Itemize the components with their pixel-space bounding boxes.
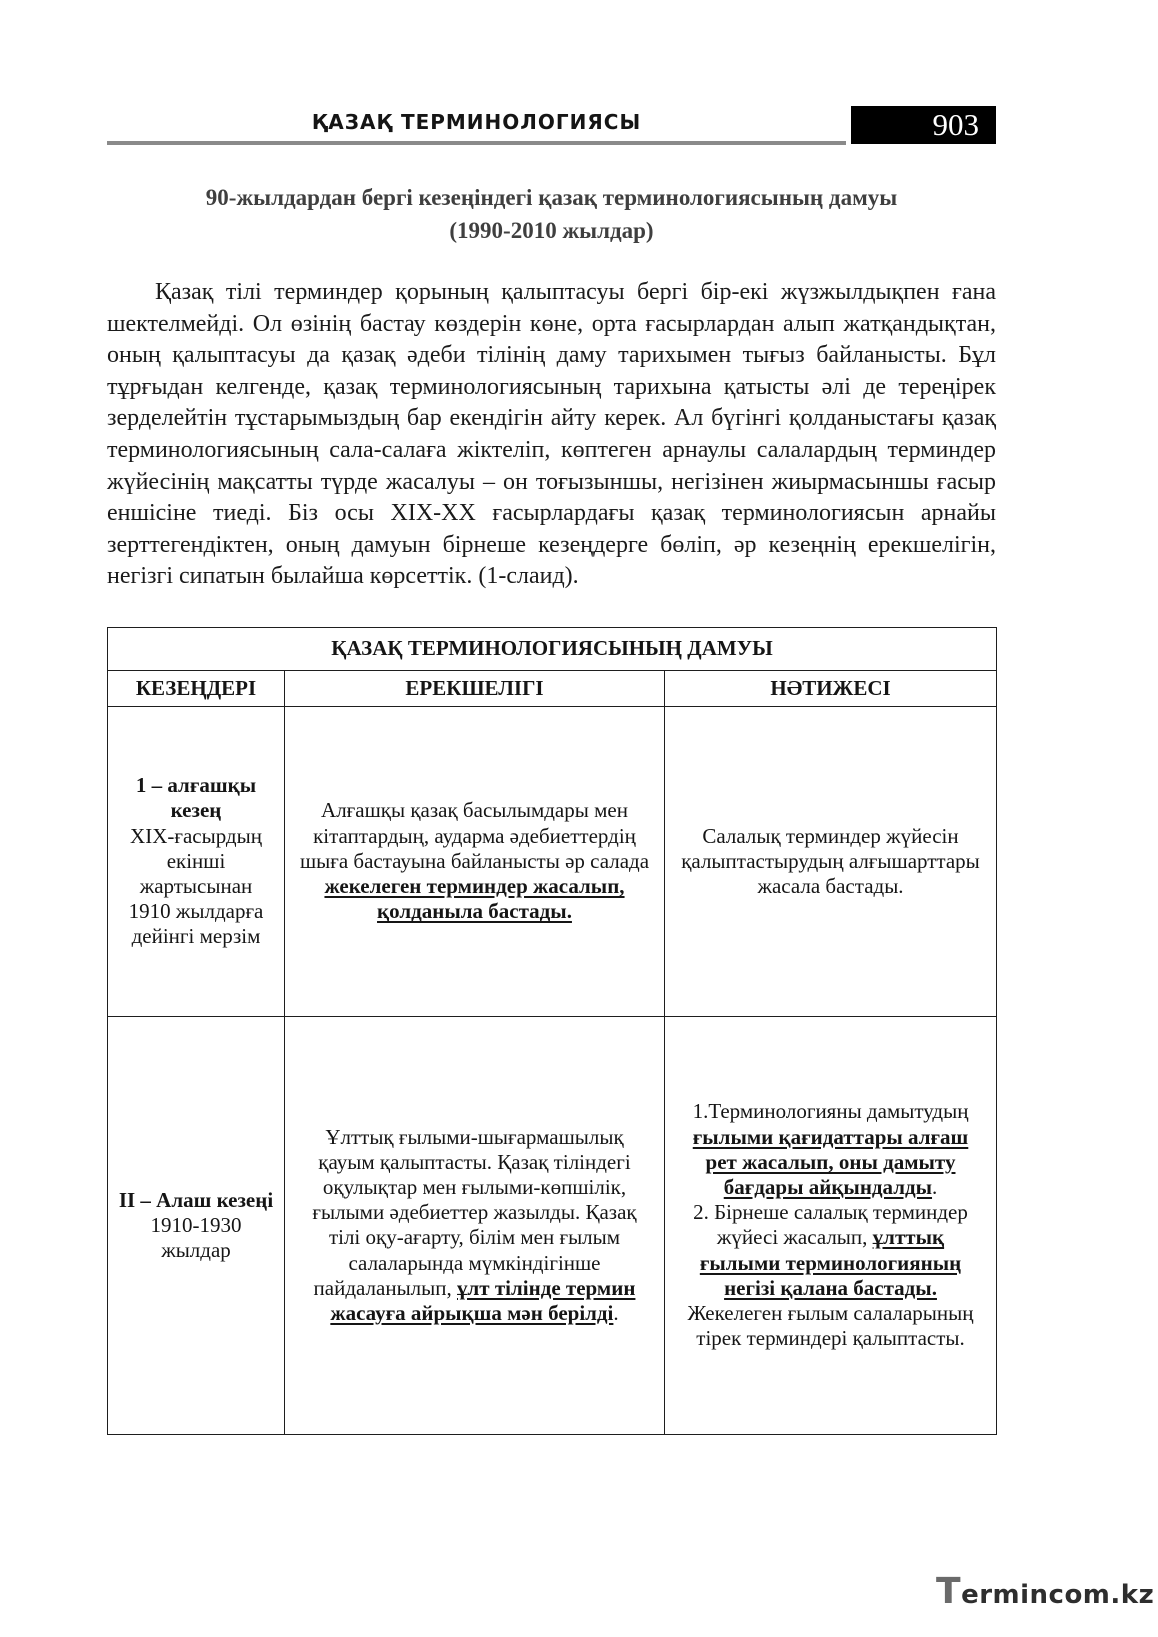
result-cell [665, 706, 997, 1016]
table-header-row [108, 670, 997, 706]
period-dates: XIX-ғасырдың екінші жартысынан 1910 жылдарға дейінгі мерзім [128, 823, 264, 949]
result-item-emphasis: ұлттық ғылыми терминологияның негізі қалана бастады. [699, 1225, 962, 1300]
table-row [108, 706, 997, 1016]
article-title-line-2: (1990-2010 жылдар) [449, 218, 654, 243]
feature-text: Ұлттық ғылыми-шығармашылық қауым қалыптасты. Қазақ тіліндегі оқулықтар мен ғылыми-көпшілік, ғылыми әдебиеттер жазылды. Қазақ тілі оқу-ағарту, білім мен ғылым салаларында мүмкіндігінше пайдаланылып, [312, 1124, 637, 1300]
header-rule [107, 141, 846, 145]
result-item-emphasis: ғылыми қағидаттары алғаш рет жасалып, оны дамыту бағдары айқындалды [692, 1124, 969, 1200]
feature-cell [285, 1016, 665, 1434]
feature-emphasis: ұлт тілінде термин жасауға айрықша мән берілді [330, 1275, 636, 1326]
result-note: Жекелеген ғылым салаларының тірек терминдері қалыптасты. [687, 1301, 974, 1351]
running-header-title: ҚАЗАҚ ТЕРМИНОЛОГИЯСЫ [311, 110, 642, 134]
result-item-tail: . [932, 1175, 938, 1200]
result-text: Салалық терминдер жүйесін қалыптастырудың алғышарттары жасала бастады. [681, 823, 980, 899]
result-item-text: 2. Бірнеше салалық терминдер жүйесі жасалып, [693, 1200, 968, 1250]
page-number-box [851, 106, 996, 144]
feature-tail: . [613, 1301, 619, 1326]
page-number: 903 [932, 107, 979, 142]
column-header-periods: КЕЗЕҢДЕРІ [108, 670, 285, 706]
feature-cell [285, 706, 665, 1016]
table-row [108, 1016, 997, 1434]
table-caption: ҚАЗАҚ ТЕРМИНОЛОГИЯСЫНЫҢ ДАМУЫ [108, 627, 997, 670]
feature-text: Алғашқы қазақ басылымдары мен кітаптардың, аударма әдебиеттердің шыға бастауына байланысты әр салада [299, 798, 650, 873]
period-name: ІІ – Алаш кезеңі [118, 1187, 274, 1212]
article [107, 181, 996, 1435]
column-header-results: НӘТИЖЕСІ [665, 670, 997, 706]
table-caption-row [108, 627, 997, 670]
watermark-logo: Termincom.kz [936, 1571, 1155, 1612]
body-paragraph: Қазақ тілі терминдер қорының қалыптасуы бергі бір-екі жүзжылдықпен ғана шектелмейді. Ол өзінің бастау көздерін көне, орта ғасырлардан алып жатқандықтан, оның қалыптасуы да қазақ әдеби тілінің даму тарихымен тығыз байланысты. Бұл тұрғыдан келгенде, қазақ терминологиясының тарихына қатысты әлі де тереңірек зерделейтін тұстарымыздың бар екендігін айту керек. Ал бүгінгі қолданыстағы қазақ терминологиясының сала-салаға жіктеліп, көптеген арнаулы салалардың терминдер жүйесінің мақсатты түрде жасалуы – он тоғызыншы, негізінен жиырмасыншы ғасыр еншісіне тиеді. Біз осы XIX-XX ғасырлардағы қазақ терминологиясын арнайы зерттегендіктен, оның дамуын бірнеше кезеңдерге бөліп, әр кезеңнің ерекшелігін, негізгі сипатын былайша көрсеттік. (1-слаид). [107, 279, 996, 590]
article-title [107, 181, 996, 247]
result-item-text: 1.Терминологияны дамытудың [692, 1099, 969, 1124]
result-item [675, 1099, 986, 1200]
period-cell [108, 706, 285, 1016]
terminology-development-table [107, 627, 997, 1435]
period-name: 1 – алғашқы кезең [135, 773, 257, 823]
period-dates: 1910-1930 жылдар [150, 1212, 242, 1263]
column-header-features: ЕРЕКШЕЛІГІ [285, 670, 665, 706]
result-item [675, 1200, 986, 1301]
period-cell [108, 1016, 285, 1434]
article-title-line-1: 90-жылдардан бергі кезеңіндегі қазақ терминологиясының дамуы [205, 185, 898, 210]
result-cell [665, 1016, 997, 1434]
feature-emphasis: жекелеген терминдер жасалып, қолданыла бастады. [324, 874, 625, 924]
